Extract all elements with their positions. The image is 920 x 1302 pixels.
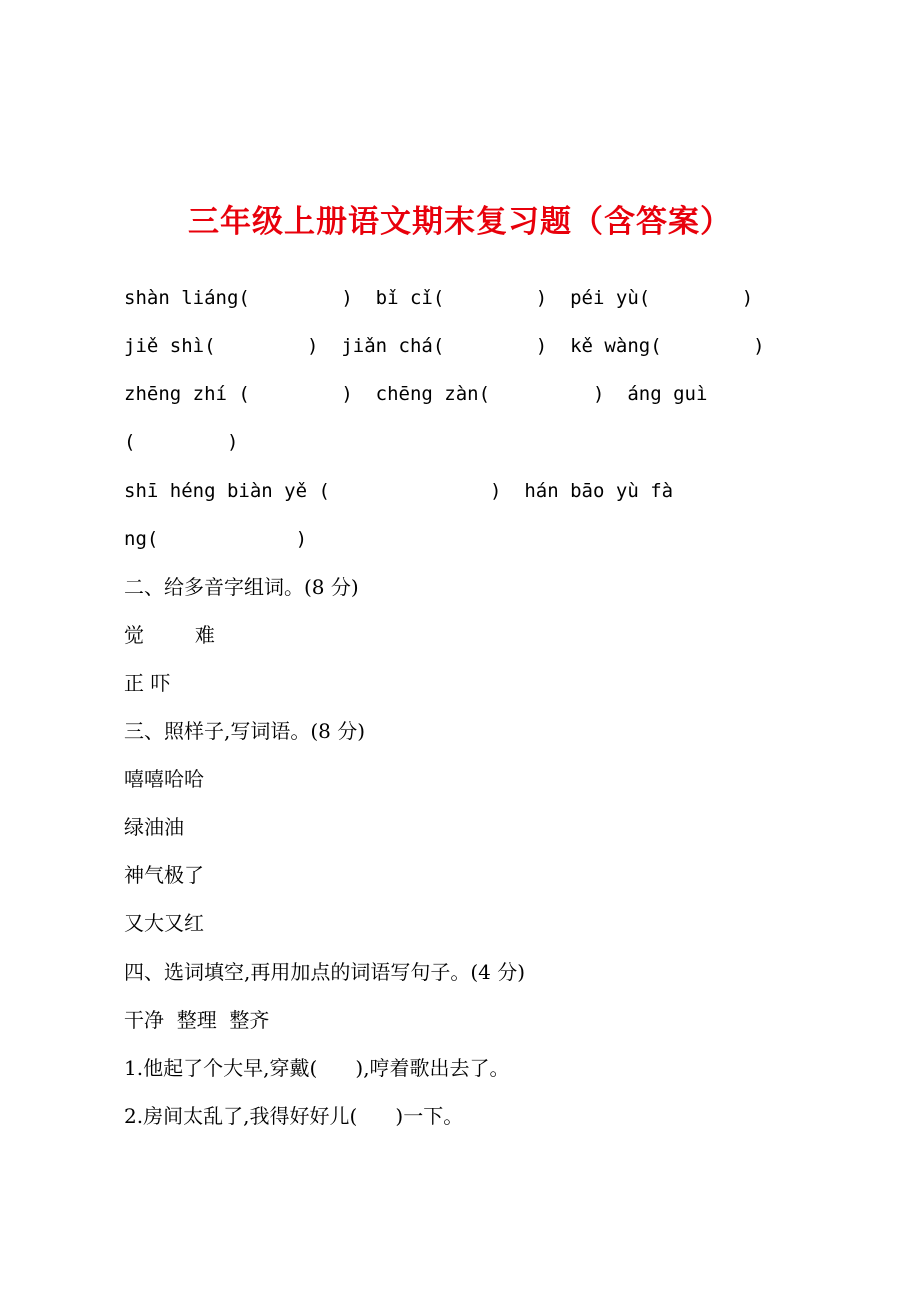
- pinyin-line-1: shàn liáng( ) bǐ cǐ( ) péi yù( ): [124, 287, 754, 309]
- section3-item-2: 绿油油: [124, 815, 184, 839]
- section2-row-2: 正 吓: [124, 671, 171, 695]
- section3-item-1: 嘻嘻哈哈: [124, 767, 204, 791]
- section4-choices: 干净 整理 整齐: [124, 1008, 270, 1032]
- document-title: 三年级上册语文期末复习题（含答案）: [188, 204, 732, 240]
- pinyin-line-3: zhēng zhí ( ) chēng zàn( ) áng guì: [124, 383, 708, 405]
- section4-sentence-1: 1.他起了个大早,穿戴( ),哼着歌出去了。: [124, 1056, 510, 1080]
- section4-heading: 四、选词填空,再用加点的词语写句子。(4 分): [124, 960, 526, 984]
- pinyin-line-4: ( ): [124, 431, 239, 453]
- section3-item-4: 又大又红: [124, 911, 204, 935]
- section3-item-3: 神气极了: [124, 863, 204, 887]
- pinyin-line-6: ng( ): [124, 528, 308, 550]
- section3-heading: 三、照样子,写词语。(8 分): [124, 719, 366, 743]
- section2-heading: 二、给多音字组词。(8 分): [124, 575, 359, 599]
- pinyin-line-5: shī héng biàn yě ( ) hán bāo yù fà: [124, 480, 674, 502]
- section2-row-1: 觉 难: [124, 623, 215, 647]
- section4-sentence-2: 2.房间太乱了,我得好好儿( )一下。: [124, 1104, 464, 1128]
- pinyin-line-2: jiě shì( ) jiǎn chá( ) kě wàng( ): [124, 335, 765, 357]
